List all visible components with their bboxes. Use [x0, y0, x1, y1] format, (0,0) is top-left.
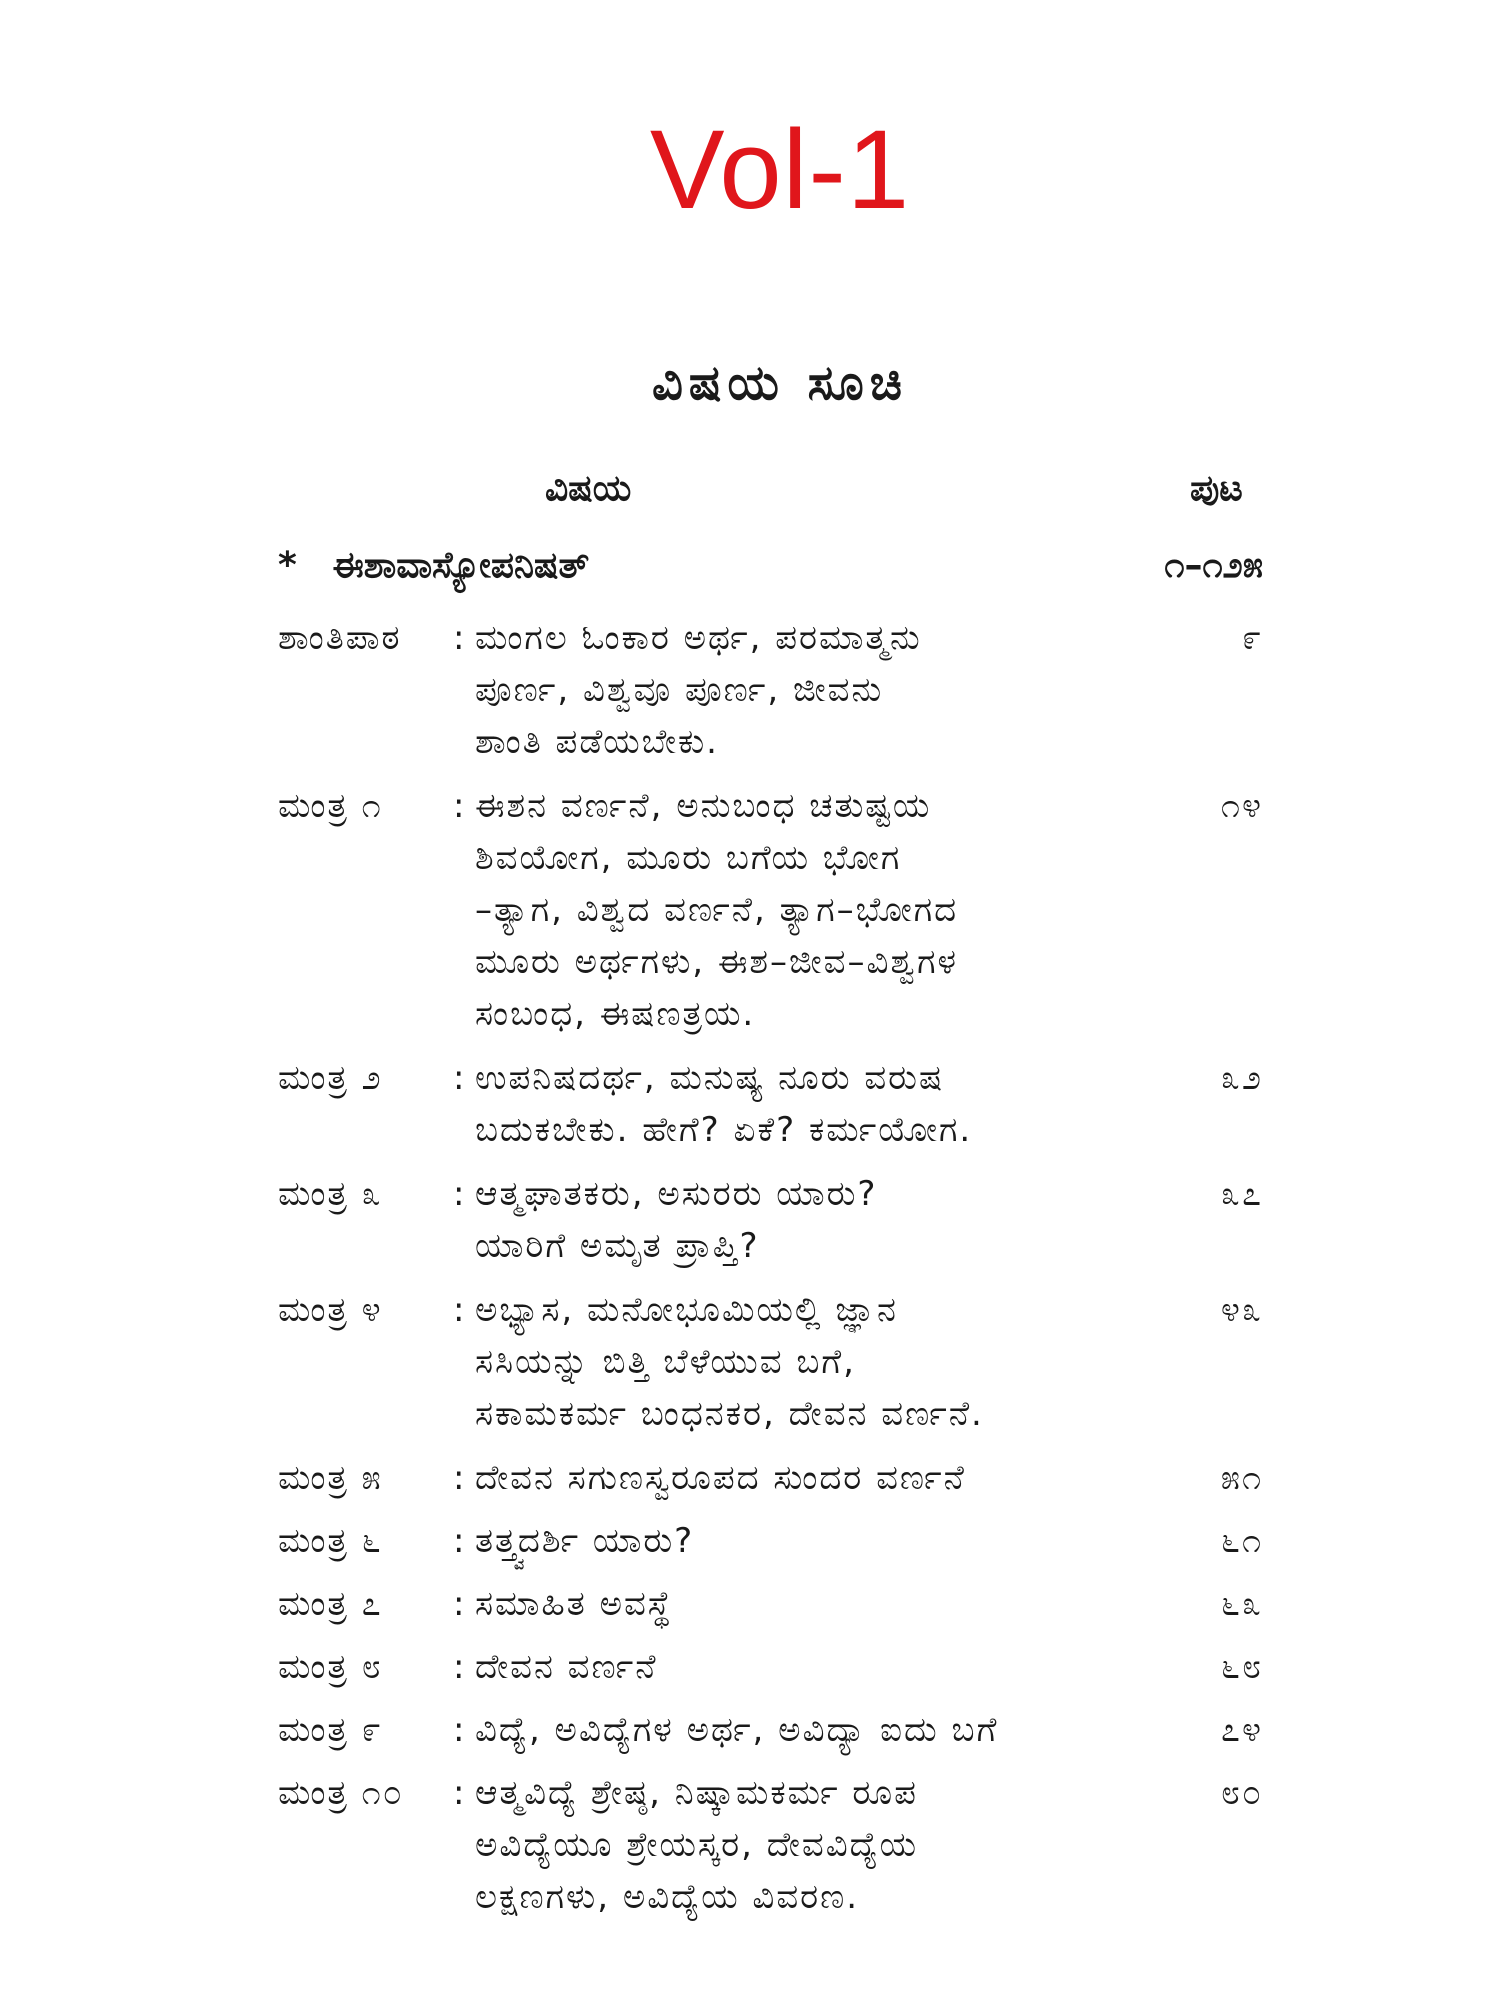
entry-line: ಮಂಗಲ ಓಂಕಾರ ಅರ್ಥ, ಪರಮಾತ್ಮನು	[475, 618, 922, 658]
entry-description	[475, 1168, 1095, 1272]
entry-label: ಮಂತ್ರ ೭	[278, 1584, 383, 1624]
column-header-page: ಪುಟ	[1190, 468, 1243, 509]
entry-line: ವಿದ್ಯೆ, ಅವಿದ್ಯೆಗಳ ಅರ್ಥ, ಅವಿದ್ಯಾ ಐದು ಬಗೆ	[475, 1710, 999, 1750]
section-name: ಈಶಾವಾಸ್ಯೋಪನಿಷತ್	[332, 545, 590, 586]
entry-description	[475, 1052, 1095, 1156]
entry-label: ಮಂತ್ರ ೬	[278, 1521, 383, 1561]
contents-entry: ಮಂತ್ರ ೨ : ಉಪನಿಷದರ್ಥ, ಮನುಷ್ಯ ನೂರು ವರುಷ ಬದುಕಬೇಕು. ಹೇಗೆ? ಏಕೆ? ಕರ್ಮಯೋಗ. ೩೨	[278, 1052, 1263, 1156]
entry-line: ಅಭ್ಯಾಸ, ಮನೋಭೂಮಿಯಲ್ಲಿ ಜ್ಞಾನ	[475, 1290, 898, 1330]
entry-label: ಶಾಂತಿಪಾಠ	[278, 618, 402, 658]
entry-label: ಮಂತ್ರ ೨	[278, 1058, 383, 1098]
entry-description	[475, 1284, 1095, 1440]
entry-page: ೬೩	[1220, 1584, 1263, 1624]
entry-page: ೬೧	[1220, 1521, 1263, 1561]
contents-list	[278, 612, 1263, 1923]
entry-line: ಯಾರಿಗೆ ಅಮೃತ ಪ್ರಾಪ್ತಿ?	[475, 1226, 760, 1266]
entry-description	[475, 612, 1095, 768]
entry-line: ಪೂರ್ಣ, ವಿಶ್ವವೂ ಪೂರ್ಣ, ಜೀವನು	[475, 670, 884, 710]
entry-line: ದೇವನ ಸಗುಣಸ್ವರೂಪದ ಸುಂದರ ವರ್ಣನೆ	[475, 1458, 966, 1498]
contents-entry: ಮಂತ್ರ ೩ : ಆತ್ಮಘಾತಕರು, ಅಸುರರು ಯಾರು? ಯಾರಿಗೆ ಅಮೃತ ಪ್ರಾಪ್ತಿ? ೩೭	[278, 1168, 1263, 1272]
entry-label: ಮಂತ್ರ ೪	[278, 1290, 383, 1330]
entry-line: ಆತ್ಮವಿದ್ಯೆ ಶ್ರೇಷ್ಠ, ನಿಷ್ಕಾಮಕರ್ಮ ರೂಪ	[475, 1773, 918, 1813]
entry-description	[475, 1641, 1095, 1693]
contents-entry: ಮಂತ್ರ ೪ : ಅಭ್ಯಾಸ, ಮನೋಭೂಮಿಯಲ್ಲಿ ಜ್ಞಾನ ಸಸಿಯನ್ನು ಬಿತ್ತಿ ಬೆಳೆಯುವ ಬಗೆ, ಸಕಾಮಕರ್ಮ ಬಂಧನಕರ, ದೇವನ ವರ್ಣನೆ. ೪೩	[278, 1284, 1263, 1440]
entry-page: ೧೪	[1220, 786, 1263, 826]
entry-line: ಬದುಕಬೇಕು. ಹೇಗೆ? ಏಕೆ? ಕರ್ಮಯೋಗ.	[475, 1110, 973, 1150]
entry-page: ೯	[1241, 618, 1263, 658]
entry-description	[475, 780, 1095, 1040]
contents-entry: ಮಂತ್ರ ೧ : ಈಶನ ವರ್ಣನೆ, ಅನುಬಂಧ ಚತುಷ್ಟಯ ಶಿವಯೋಗ, ಮೂರು ಬಗೆಯ ಭೋಗ –ತ್ಯಾಗ, ವಿಶ್ವದ ವರ್ಣನೆ, ತ್ಯಾಗ–ಭೋಗದ ಮೂರು ಅರ್ಥಗಳು, ಈಶ–ಜೀವ–ವಿಶ್ವಗಳ ಸಂಬಂಧ, ಈಷಣತ್ರಯ. ೧೪	[278, 780, 1263, 1040]
contents-entry: ಮಂತ್ರ ೯ : ವಿದ್ಯೆ, ಅವಿದ್ಯೆಗಳ ಅರ್ಥ, ಅವಿದ್ಯಾ ಐದು ಬಗೆ ೭೪	[278, 1704, 1263, 1756]
contents-entry: ಮಂತ್ರ ೧೦ : ಆತ್ಮವಿದ್ಯೆ ಶ್ರೇಷ್ಠ, ನಿಷ್ಕಾಮಕರ್ಮ ರೂಪ ಅವಿದ್ಯೆಯೂ ಶ್ರೇಯಸ್ಕರ, ದೇವವಿದ್ಯೆಯ ಲಕ್ಷಣಗಳು, ಅವಿದ್ಯೆಯ ವಿವರಣ. ೮೦	[278, 1767, 1263, 1923]
entry-description	[475, 1704, 1095, 1756]
entry-line: ಆತ್ಮಘಾತಕರು, ಅಸುರರು ಯಾರು?	[475, 1174, 878, 1214]
entry-line: ಸಮಾಹಿತ ಅವಸ್ಥೆ	[475, 1584, 673, 1624]
contents-entry: ಶಾಂತಿಪಾಠ : ಮಂಗಲ ಓಂಕಾರ ಅರ್ಥ, ಪರಮಾತ್ಮನು ಪೂರ್ಣ, ವಿಶ್ವವೂ ಪೂರ್ಣ, ಜೀವನು ಶಾಂತಿ ಪಡೆಯಬೇಕು. ೯	[278, 612, 1263, 768]
entry-line: ಲಕ್ಷಣಗಳು, ಅವಿದ್ಯೆಯ ವಿವರಣ.	[475, 1877, 860, 1917]
contents-entry: ಮಂತ್ರ ೭ : ಸಮಾಹಿತ ಅವಸ್ಥೆ ೬೩	[278, 1578, 1263, 1630]
entry-label: ಮಂತ್ರ ೩	[278, 1174, 383, 1214]
entry-description	[475, 1578, 1095, 1630]
contents-entry: ಮಂತ್ರ ೫ : ದೇವನ ಸಗುಣಸ್ವರೂಪದ ಸುಂದರ ವರ್ಣನೆ ೫೧	[278, 1452, 1263, 1504]
entry-page: ೫೧	[1220, 1458, 1263, 1498]
entry-line: –ತ್ಯಾಗ, ವಿಶ್ವದ ವರ್ಣನೆ, ತ್ಯಾಗ–ಭೋಗದ	[475, 890, 959, 930]
entry-line: ಉಪನಿಷದರ್ಥ, ಮನುಷ್ಯ ನೂರು ವರುಷ	[475, 1058, 945, 1098]
entry-page: ೮೦	[1220, 1773, 1263, 1813]
section-heading	[278, 545, 1263, 587]
column-header-subject: ವಿಷಯ	[545, 468, 632, 509]
entry-label: ಮಂತ್ರ ೮	[278, 1647, 383, 1687]
entry-line: ದೇವನ ವರ್ಣನೆ	[475, 1647, 658, 1687]
entry-page: ೩೨	[1220, 1058, 1263, 1098]
entry-page: ೬೮	[1220, 1647, 1263, 1687]
section-marker: *	[278, 545, 297, 586]
entry-label: ಮಂತ್ರ ೧	[278, 786, 383, 826]
entry-label: ಮಂತ್ರ ೧೦	[278, 1773, 404, 1813]
section-page-range: ೧–೧೨೫	[1164, 545, 1263, 586]
entry-line: ತತ್ತ್ವದರ್ಶಿ ಯಾರು?	[475, 1521, 695, 1561]
entry-line: ಸಂಬಂಧ, ಈಷಣತ್ರಯ.	[475, 994, 756, 1034]
entry-page: ೪೩	[1220, 1290, 1263, 1330]
page-title: ವಿಷಯ ಸೂಚಿ	[651, 355, 909, 411]
entry-label: ಮಂತ್ರ ೯	[278, 1710, 383, 1750]
entry-line: ಅವಿದ್ಯೆಯೂ ಶ್ರೇಯಸ್ಕರ, ದೇವವಿದ್ಯೆಯ	[475, 1825, 919, 1865]
entry-description	[475, 1515, 1095, 1567]
contents-entry: ಮಂತ್ರ ೮ : ದೇವನ ವರ್ಣನೆ ೬೮	[278, 1641, 1263, 1693]
entry-line: ಶಿವಯೋಗ, ಮೂರು ಬಗೆಯ ಭೋಗ	[475, 838, 902, 878]
volume-label: Vol-1	[649, 107, 911, 232]
entry-line: ಮೂರು ಅರ್ಥಗಳು, ಈಶ–ಜೀವ–ವಿಶ್ವಗಳ	[475, 942, 959, 982]
entry-line: ಶಾಂತಿ ಪಡೆಯಬೇಕು.	[475, 722, 719, 762]
entry-line: ಸಸಿಯನ್ನು ಬಿತ್ತಿ ಬೆಳೆಯುವ ಬಗೆ,	[475, 1342, 856, 1382]
entry-label: ಮಂತ್ರ ೫	[278, 1458, 383, 1498]
entry-description	[475, 1767, 1095, 1923]
entry-page: ೩೭	[1220, 1174, 1263, 1214]
entry-line: ಈಶನ ವರ್ಣನೆ, ಅನುಬಂಧ ಚತುಷ್ಟಯ	[475, 786, 932, 826]
entry-page: ೭೪	[1220, 1710, 1263, 1750]
entry-line: ಸಕಾಮಕರ್ಮ ಬಂಧನಕರ, ದೇವನ ವರ್ಣನೆ.	[475, 1394, 984, 1434]
entry-description	[475, 1452, 1095, 1504]
contents-entry: ಮಂತ್ರ ೬ : ತತ್ತ್ವದರ್ಶಿ ಯಾರು? ೬೧	[278, 1515, 1263, 1567]
